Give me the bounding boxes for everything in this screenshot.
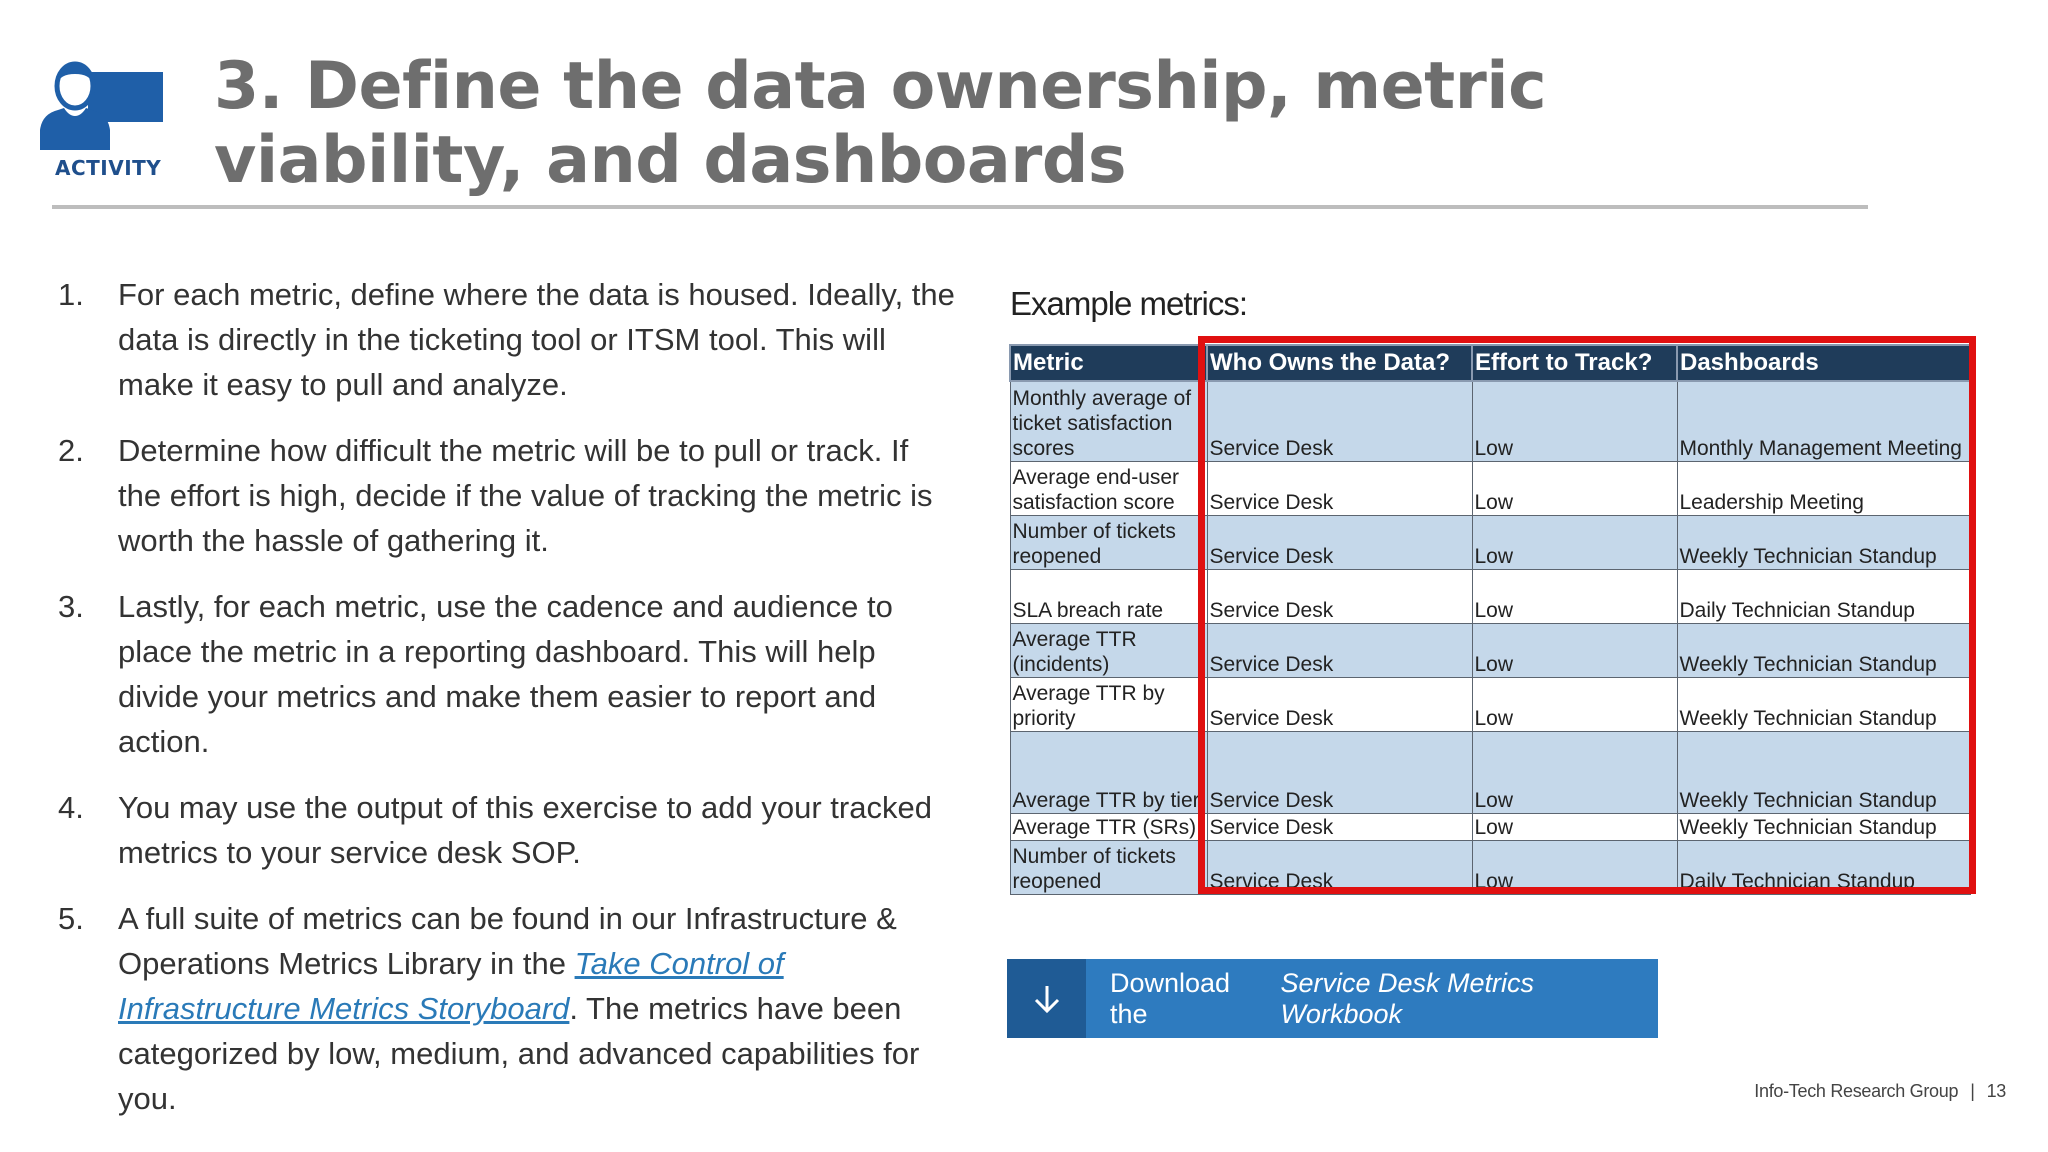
download-arrow-icon (1007, 959, 1086, 1038)
dashboard-cell: Weekly Technician Standup (1677, 623, 1970, 677)
highlight-box (1198, 336, 1976, 894)
footer-separator: | (1970, 1081, 1975, 1101)
page-title: 3. Define the data ownership, metric viability, and dashboards (214, 49, 1547, 198)
workbook-name: Service Desk Metrics Workbook (1280, 967, 1534, 1029)
owner-cell: Service Desk (1207, 461, 1472, 515)
step-number: 2. (58, 433, 84, 468)
dashboard-cell: Weekly Technician Standup (1677, 677, 1970, 731)
metric-cell: Average TTR (SRs) (1010, 813, 1207, 840)
storyboard-link[interactable]: Take Control of Infrastructure Metrics Storyboard (118, 946, 784, 1026)
metric-cell: Average TTR by tier (1010, 731, 1207, 813)
owner-cell: Service Desk (1207, 623, 1472, 677)
owner-cell: Service Desk (1207, 381, 1472, 461)
metric-cell: Number of tickets reopened (1010, 840, 1207, 894)
step-item (58, 272, 958, 407)
dashboard-cell: Weekly Technician Standup (1677, 731, 1970, 813)
owner-cell: Service Desk (1207, 515, 1472, 569)
owner-cell: Service Desk (1207, 813, 1472, 840)
effort-cell: Low (1472, 731, 1677, 813)
dashboard-cell: Leadership Meeting (1677, 461, 1970, 515)
dashboard-cell: Weekly Technician Standup (1677, 515, 1970, 569)
dashboard-cell: Monthly Management Meeting (1677, 381, 1970, 461)
dashboard-cell: Weekly Technician Standup (1677, 813, 1970, 840)
company-name: Info-Tech Research Group (1754, 1081, 1959, 1101)
metric-cell: Average TTR by priority (1010, 677, 1207, 731)
step-item (58, 785, 958, 875)
owner-cell: Service Desk (1207, 677, 1472, 731)
effort-cell: Low (1472, 677, 1677, 731)
metric-cell: Monthly average of ticket satisfaction scores (1010, 381, 1207, 461)
effort-cell: Low (1472, 381, 1677, 461)
column-header-metric: Metric (1010, 345, 1207, 381)
page-number: 13 (1986, 1081, 2006, 1101)
metric-cell: SLA breach rate (1010, 569, 1207, 623)
step-number: 4. (58, 790, 84, 825)
effort-cell: Low (1472, 813, 1677, 840)
effort-cell: Low (1472, 623, 1677, 677)
dashboard-cell: Daily Technician Standup (1677, 569, 1970, 623)
step-number: 5. (58, 901, 84, 936)
column-header-dashboards: Dashboards (1677, 345, 1970, 381)
step-text-before: A full suite of metrics can be found in our Infrastructure & Operations Metrics Library in the (118, 901, 897, 981)
metric-cell: Number of tickets reopened (1010, 515, 1207, 569)
owner-cell: Service Desk (1207, 840, 1472, 894)
effort-cell: Low (1472, 515, 1677, 569)
owner-cell: Service Desk (1207, 569, 1472, 623)
step-number: 1. (58, 277, 84, 312)
step-item (58, 428, 958, 563)
person-presentation-icon (38, 60, 168, 150)
activity-badge-label: ACTIVITY (55, 156, 162, 180)
column-header-owner: Who Owns the Data? (1207, 345, 1472, 381)
example-metrics-heading: Example metrics: (1010, 285, 1248, 322)
step-number: 3. (58, 589, 84, 624)
title-divider (52, 205, 1868, 209)
download-prefix: Download the (1110, 967, 1231, 1029)
effort-cell: Low (1472, 569, 1677, 623)
metric-cell: Average TTR (incidents) (1010, 623, 1207, 677)
step-text: For each metric, define where the data is housed. Ideally, the data is directly in the ticketing tool or ITSM tool. This will make it easy to pull and analyze. (118, 277, 955, 402)
effort-cell: Low (1472, 840, 1677, 894)
step-text: Determine how difficult the metric will be to pull or track. If the effort is high, decide if the value of tracking the metric is worth the hassle of gathering it. (118, 433, 933, 558)
download-workbook-button[interactable] (1007, 959, 1658, 1038)
step-item (58, 584, 958, 764)
step-text-after: . The metrics have been categorized by low, medium, and advanced capabilities for you. (118, 991, 920, 1116)
steps-list (58, 272, 958, 1142)
step-text: You may use the output of this exercise to add your tracked metrics to your service desk SOP. (118, 790, 932, 870)
dashboard-cell: Daily Technician Standup (1677, 840, 1970, 894)
owner-cell: Service Desk (1207, 731, 1472, 813)
download-button-label (1086, 959, 1658, 1038)
column-header-effort: Effort to Track? (1472, 345, 1677, 381)
footer (1754, 1081, 2006, 1102)
effort-cell: Low (1472, 461, 1677, 515)
step-item (58, 896, 958, 1121)
step-text: Lastly, for each metric, use the cadence and audience to place the metric in a reporting dashboard. This will help divide your metrics and make them easier to report and action. (118, 589, 893, 759)
metric-cell: Average end-user satisfaction score (1010, 461, 1207, 515)
